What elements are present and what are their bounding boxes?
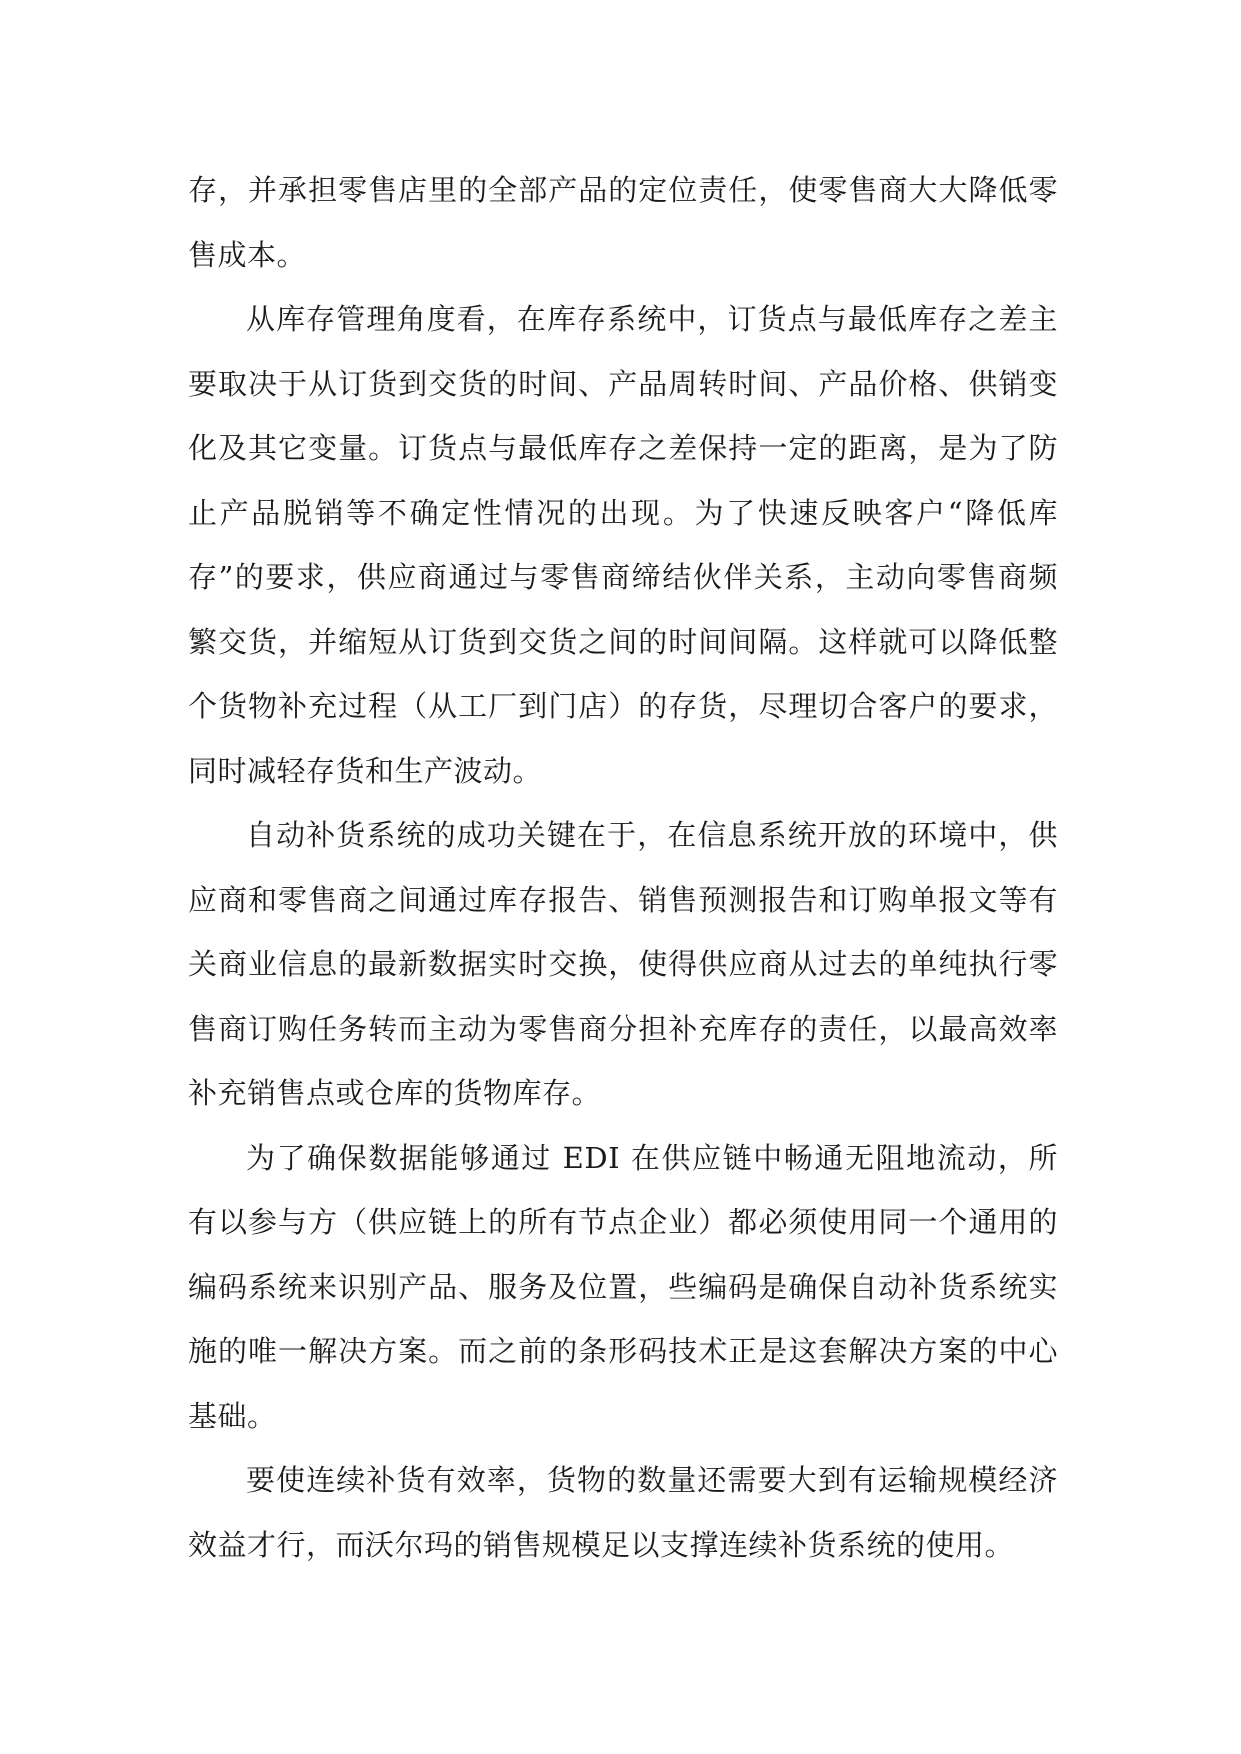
paragraph-continuous-replenishment: 要使连续补货有效率，货物的数量还需要大到有运输规模经济效益才行，而沃尔玛的销售规模足以支撑连续补货系统的使用。: [188, 1463, 1058, 1562]
paragraph-edi-coding: 为了确保数据能够通过 EDI 在供应链中畅通无阻地流动，所有以参与方（供应链上的所有节点企业）都必须使用同一个通用的编码系统来识别产品、服务及位置，些编码是确保自动补货系统实施的唯一解决方案。而之前的条形码技术正是这套解决方案的中心基础。: [188, 1140, 1058, 1433]
paragraph-continued: 存，并承担零售店里的全部产品的定位责任，使零售商大大降低零售成本。: [188, 173, 1058, 272]
paragraph-inventory-management: 从库存管理角度看，在库存系统中，订货点与最低库存之差主要取决于从订货到交货的时间、产品周转时间、产品价格、供销变化及其它变量。订货点与最低库存之差保持一定的距离，是为了防止产品脱销等不确定性情况的出现。为了快速反映客户“降低库存”的要求，供应商通过与零售商缔结伙伴关系，主动向零售商频繁交货，并缩短从订货到交货之间的时间间隔。这样就可以降低整个货物补充过程（从工厂到门店）的存货，尽理切合客户的要求，同时减轻存货和生产波动。: [188, 302, 1058, 788]
paragraph-auto-replenishment-key: 自动补货系统的成功关键在于，在信息系统开放的环境中，供应商和零售商之间通过库存报告、销售预测报告和订购单报文等有关商业信息的最新数据实时交换，使得供应商从过去的单纯执行零售商订购任务转而主动为零售商分担补充库存的责任，以最高效率补充销售点或仓库的货物库存。: [188, 818, 1058, 1110]
body-text: [188, 158, 1058, 1577]
